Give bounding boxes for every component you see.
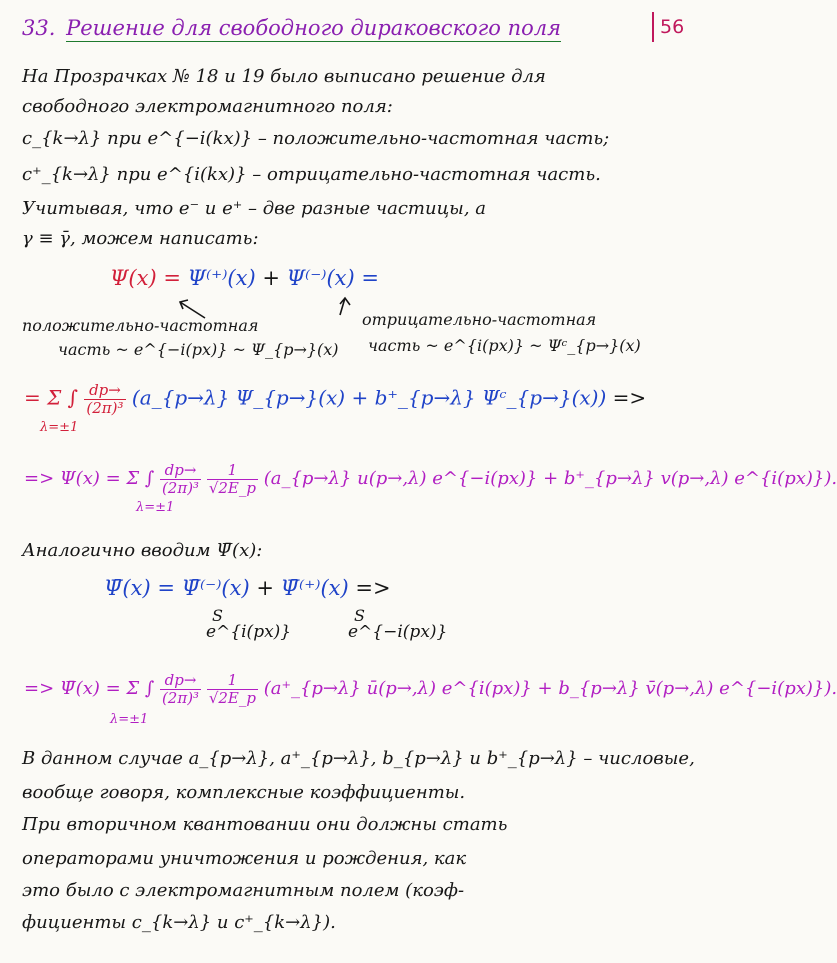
eq3-sum-index: λ=±1 <box>136 500 175 515</box>
eq5-norm-den: √2E_p <box>208 688 256 707</box>
paragraph3-line1: В данном случае a_{p→λ}, a⁺_{p→λ}, b_{p→λ} и b⁺_{p→λ} – числовые, <box>22 748 695 769</box>
eq5-norm-num: 1 <box>207 672 258 690</box>
eq3-body: (a_{p→λ} u(p→,λ) e^{−i(px)} + b⁺_{p→λ} v(p→,λ) e^{i(px)}). <box>263 468 837 489</box>
eq3-frac-num: dp→ <box>160 462 201 480</box>
eq5-body: (a⁺_{p→λ} ū(p→,λ) e^{i(px)} + b_{p→λ} v̄(p→,λ) e^{−i(px)}). <box>263 678 837 699</box>
eq4-under1-s: S <box>212 606 223 625</box>
eq3-measure-fraction <box>160 462 201 496</box>
section-title-text: Решение для свободного дираковского поля <box>66 16 562 40</box>
page-number: 56 <box>652 12 698 42</box>
eq5-prefix: => Ψ̄(x) = Σ ∫ <box>24 678 155 699</box>
eq1-equals: = <box>361 266 379 290</box>
eq3-frac-den: (2π)³ <box>161 478 200 497</box>
eq3-norm-fraction <box>207 462 258 496</box>
eq2-arrow: => <box>612 385 647 410</box>
eq5-frac-num: dp→ <box>160 672 201 690</box>
section-number: 33. <box>22 16 56 40</box>
eq1-lhs: Ψ(x) = <box>110 266 181 290</box>
paragraph3-line3: При вторичном квантовании они должны стать <box>22 814 508 835</box>
annotation-positive-line1: положительно-частотная <box>22 316 259 335</box>
eq1-plus: + <box>262 266 280 290</box>
eq2-prefix: = Σ ∫ <box>24 385 79 410</box>
annotation-negative-line2: часть ~ e^{i(px)} ~ Ψᶜ_{p→}(x) <box>368 336 641 355</box>
paragraph1-line6: γ ≡ γ̄, можем написать: <box>22 228 259 249</box>
paragraph3-line5: это было с электромагнитным полем (коэф- <box>22 880 465 901</box>
eq3-norm-num: 1 <box>207 462 258 480</box>
eq2-body: (a_{p→λ} Ψ_{p→}(x) + b⁺_{p→λ} Ψᶜ_{p→}(x)) <box>131 385 607 410</box>
eq4-arrow: => <box>355 576 391 600</box>
eq4-lhs: Ψ̄(x) = <box>104 576 175 600</box>
equation-psibar-spinor-expansion <box>24 672 837 706</box>
annotation-positive-line2: часть ~ e^{−i(px)} ~ Ψ_{p→}(x) <box>58 340 339 359</box>
eq1-term-positive: Ψ⁽⁺⁾(x) <box>187 266 256 290</box>
eq1-term-negative: Ψ⁽⁻⁾(x) <box>286 266 355 290</box>
paragraph1-line4: c⁺_{k→λ} при e^{i(kx)} – отрицательно-частотная часть. <box>22 164 601 185</box>
paragraph3-line4: операторами уничтожения и рождения, как <box>22 848 467 869</box>
eq2-frac-num: dp→ <box>84 382 125 400</box>
paragraph1-line1: На Прозрачках № 18 и 19 было выписано решение для <box>22 66 546 87</box>
eq2-sum-index: λ=±1 <box>40 420 79 435</box>
eq4-under2-s: S <box>354 606 365 625</box>
equation-psi-expansion <box>24 382 646 416</box>
annotation-negative-line1: отрицательно-частотная <box>362 310 597 329</box>
eq5-sum-index: λ=±1 <box>110 712 149 727</box>
eq3-norm-den: √2E_p <box>208 478 256 497</box>
paragraph3-line2: вообще говоря, комплексные коэффициенты. <box>22 782 466 803</box>
eq4-term-positive: Ψ̄⁽⁺⁾(x) <box>280 576 349 600</box>
eq4-under1: e^{i(px)} <box>206 622 292 642</box>
paragraph1-line5: Учитывая, что e⁻ и e⁺ – две разные частицы, а <box>22 198 486 219</box>
eq2-frac-den: (2π)³ <box>86 398 124 417</box>
equation-psi-spinor-expansion <box>24 462 837 496</box>
eq5-measure-fraction <box>160 672 201 706</box>
eq5-norm-fraction <box>207 672 258 706</box>
equation-psibar-decomposition <box>104 576 391 600</box>
eq4-plus: + <box>256 576 274 600</box>
paragraph3-line6: фициенты c_{k→λ} и c⁺_{k→λ}). <box>22 912 336 933</box>
eq5-frac-den: (2π)³ <box>161 688 200 707</box>
eq2-measure-fraction <box>84 382 125 416</box>
paragraph1-line2: свободного электромагнитного поля: <box>22 96 393 117</box>
paragraph2-line1: Аналогично вводим Ψ̄(x): <box>22 540 263 561</box>
eq4-term-negative: Ψ̄⁽⁻⁾(x) <box>181 576 250 600</box>
paragraph1-line3: c_{k→λ} при e^{−i(kx)} – положительно-частотная часть; <box>22 128 610 149</box>
eq3-prefix: => Ψ(x) = Σ ∫ <box>24 468 155 489</box>
eq4-under2: e^{−i(px)} <box>348 622 448 642</box>
